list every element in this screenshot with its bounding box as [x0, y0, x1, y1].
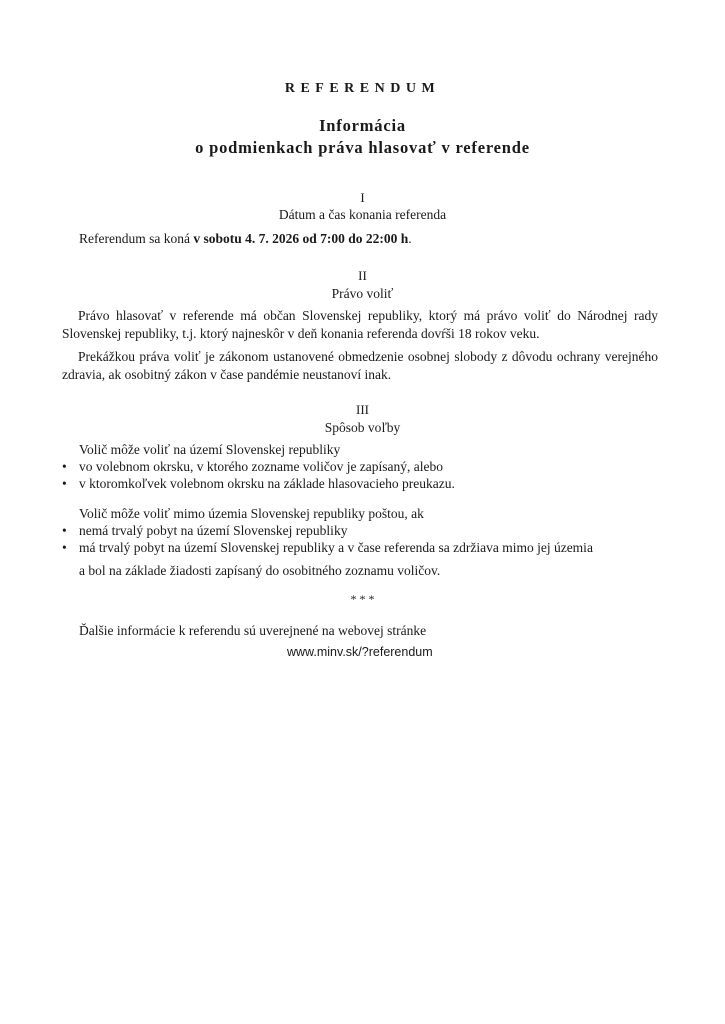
separator: * * *: [350, 592, 375, 606]
section2-paragraph2: Prekážkou práva voliť je zákonom ustanovené obmedzenie osobnej slobody z dôvodu ochrany verejného zdravia, ak osobitný zákon v čase pandémie neustanoví inak.: [62, 349, 658, 382]
document-title-line2: o podmienkach práva hlasovať v referende: [195, 138, 530, 157]
bullet-icon: •: [62, 476, 67, 491]
website-link[interactable]: www.minv.sk/?referendum: [287, 645, 433, 659]
section1-text: [79, 230, 679, 248]
section3-number: III: [356, 402, 369, 417]
section1-text-prefix: Referendum sa koná: [79, 231, 194, 246]
document-heading: REFERENDUM: [284, 81, 441, 96]
section1-number: I: [360, 190, 365, 205]
bullet-icon: •: [62, 523, 67, 538]
section1-text-suffix: .: [408, 231, 412, 246]
section3-bullet-list1: [62, 458, 662, 492]
bullet-icon: •: [62, 540, 67, 555]
section3-intro1: Volič môže voliť na území Slovenskej republiky: [79, 442, 341, 457]
list-item-text: v ktoromkoľvek volebnom okrsku na základe hlasovacieho preukazu.: [79, 476, 455, 491]
section3-intro2: Volič môže voliť mimo územia Slovenskej republiky poštou, ak: [79, 506, 424, 521]
list-item-text: nemá trvalý pobyt na území Slovenskej republiky: [79, 523, 348, 538]
list-item: [62, 539, 662, 556]
bullet-icon: •: [62, 459, 67, 474]
section1-date-time: v sobotu 4. 7. 2026 od 7:00 do 22:00 h: [193, 231, 409, 246]
list-item: [62, 458, 662, 475]
info-text: Ďalšie informácie k referendu sú uverejnené na webovej stránke: [79, 623, 427, 638]
document-title-line1: Informácia: [319, 116, 406, 135]
list-item: [62, 522, 662, 539]
section1-title: Dátum a čas konania referenda: [278, 207, 447, 222]
section3-continuation: a bol na základe žiadosti zapísaný do osobitného zoznamu voličov.: [79, 563, 441, 578]
section3-bullet-list2: [62, 522, 662, 556]
list-item: [62, 475, 662, 492]
list-item-text: vo volebnom okrsku, v ktorého zozname voličov je zapísaný, alebo: [79, 459, 444, 474]
section2-paragraph1: Právo hlasovať v referende má občan Slovenskej republiky, ktorý má právo voliť do Národnej rady Slovenskej republiky, t.j. ktorý najneskôr v deň konania referenda dovŕši 18 rokov veku.: [62, 308, 658, 341]
section2-title: Právo voliť: [331, 286, 394, 301]
section2-number: II: [358, 268, 367, 283]
list-item-text: má trvalý pobyt na území Slovenskej republiky a v čase referenda sa zdržiava mimo jej územia: [79, 540, 593, 555]
section3-title: Spôsob voľby: [324, 420, 401, 435]
